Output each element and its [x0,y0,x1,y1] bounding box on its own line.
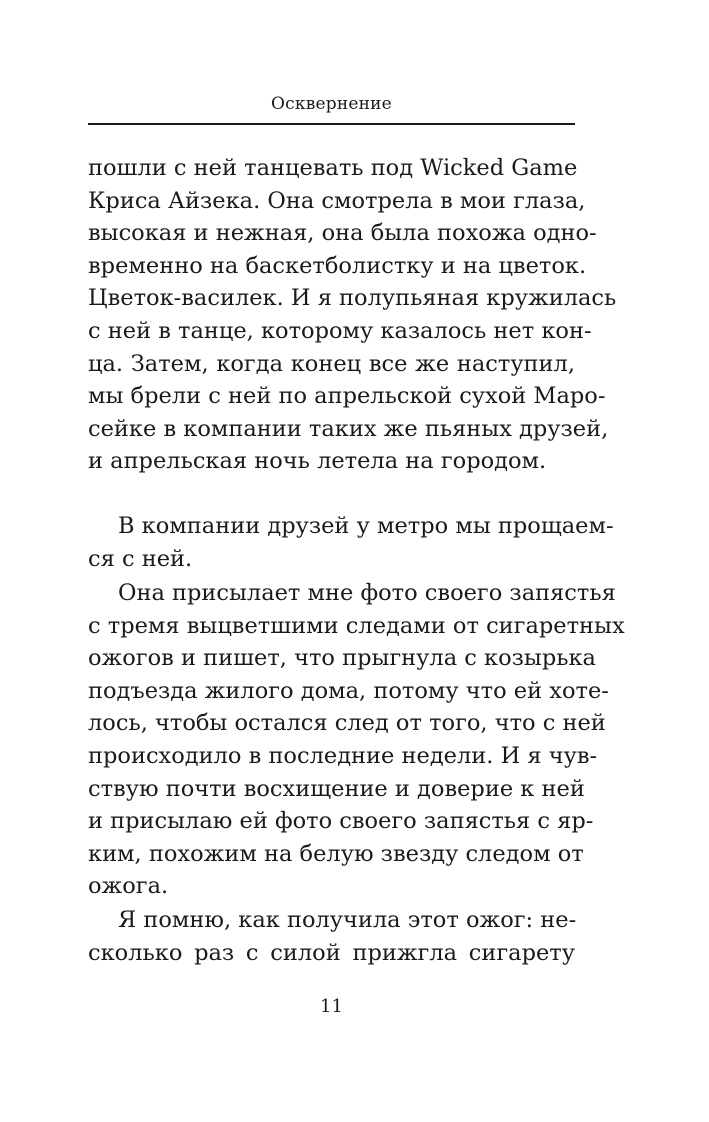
text-line: Я помню, как получила этот ожог: не- [118,907,577,933]
text-line: временно на баскетболистку и на цветок. [88,252,587,279]
paragraph-3 [88,577,625,903]
text-line: ся с ней. [88,545,193,572]
text-line: с ней в танце, которому казалось нет кон- [88,317,592,344]
header-rule [88,123,575,125]
text-line: Цветок-василек. И я полупьяная кружилась [88,285,617,312]
text-line: Она присылает мне фото своего запястья [118,580,616,606]
text-line: и присылаю ей фото своего запястья с яр- [88,808,594,835]
text-line: происходило в последние недели. И я чув- [88,742,598,769]
text-line: и апрельская ночь летела на городом. [88,448,547,475]
text-line: сколько раз с силой прижгла сигарету [88,939,575,966]
running-head: Осквернение [271,94,392,114]
paragraph-1 [88,152,617,478]
text-line: Криса Айзека. Она смотрела в мои глаза, [88,187,586,214]
text-line: лось, чтобы остался след от того, что с ней [88,710,606,737]
text-line: высокая и нежная, она была похожа одно- [88,220,597,247]
text-line: мы брели с ней по апрельской сухой Маро- [88,383,606,410]
page-number: 11 [320,996,343,1017]
text-line: В компании друзей у метро мы прощаем- [118,513,614,539]
text-line: ца. Затем, когда конец все же наступил, [88,350,575,377]
paragraph-2 [88,510,614,575]
text-line: ствую почти восхищение и доверие к ней [88,775,585,802]
text-line: ким, похожим на белую звезду следом от [88,840,584,867]
text-line: ожога. [88,873,169,900]
text-line: с тремя выцветшими следами от сигаретных [88,612,625,639]
paragraph-4 [88,904,575,969]
text-line: ожогов и пишет, что прыгнула с козырька [88,645,596,672]
text-line: пошли с ней танцевать под Wicked Game [88,155,578,181]
text-line: сейке в компании таких же пьяных друзей, [88,415,609,442]
text-line: подъезда жилого дома, потому что ей хоте- [88,677,609,704]
